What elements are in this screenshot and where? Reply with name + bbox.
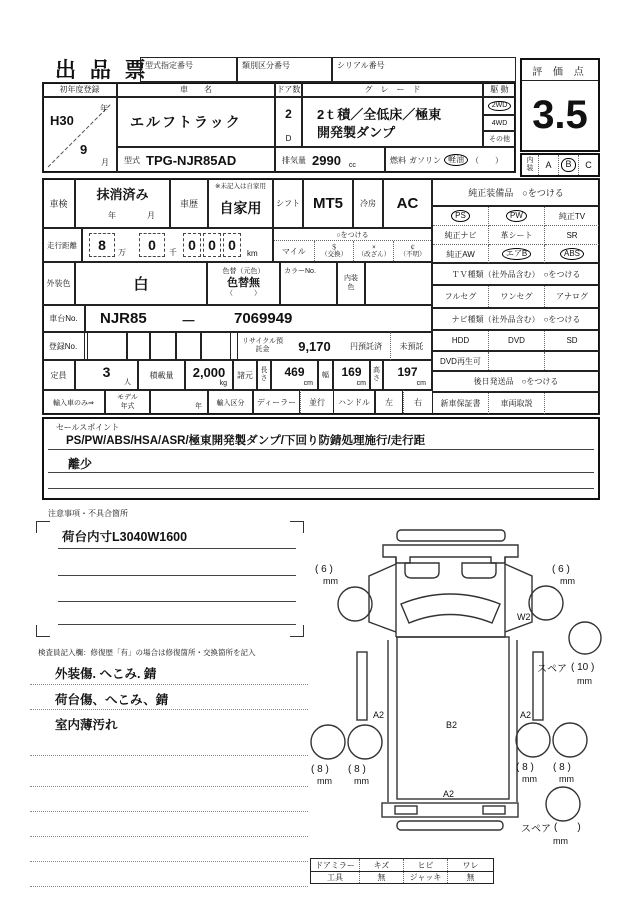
equip-abs bbox=[545, 245, 599, 263]
mileage-sen-digit: 0 bbox=[139, 233, 165, 257]
genuine-equipment-grid bbox=[432, 206, 600, 263]
recycle-deposit-value: 9,170 bbox=[298, 338, 331, 354]
mileage-options-row bbox=[274, 241, 431, 261]
sales-rule-2 bbox=[48, 472, 594, 473]
equip-pw bbox=[489, 207, 545, 226]
load-unit: kg bbox=[219, 380, 227, 387]
front-panel bbox=[383, 545, 518, 563]
interior-grade-b bbox=[559, 155, 579, 175]
length-cell bbox=[271, 360, 318, 390]
import-dealer: ディーラー bbox=[253, 390, 300, 415]
tv-fullseg: フルセグ bbox=[433, 286, 489, 307]
front-left-tire bbox=[338, 587, 372, 621]
exterior-color-label: 外装色 bbox=[42, 262, 75, 305]
height-label: 高さ bbox=[373, 366, 380, 382]
navi-sd: SD bbox=[566, 336, 578, 345]
inspector-entry-3: 室内薄汚れ bbox=[55, 718, 118, 732]
front-right-mm: mm bbox=[560, 576, 575, 586]
mileage-digit-2: 0 bbox=[203, 233, 221, 257]
front-bumper bbox=[397, 530, 505, 541]
doors-cell bbox=[275, 97, 302, 147]
width-unit: cm bbox=[356, 380, 366, 387]
rear-left-inner-tire bbox=[348, 725, 382, 759]
interior-color-label: 内装色 bbox=[344, 275, 358, 291]
equip-pw-mark: PW bbox=[506, 210, 527, 222]
mileage-digit-3: 0 bbox=[223, 233, 241, 257]
spare-tire-top bbox=[569, 622, 601, 654]
drive-4wd: 4WD bbox=[483, 115, 516, 131]
equipment-row-3 bbox=[433, 245, 599, 263]
mirror-break: ワレ bbox=[447, 859, 493, 871]
rear-right-outer-tread: ( 8 ) bbox=[553, 762, 571, 773]
spare-top-tread: ( 10 ) bbox=[571, 662, 595, 673]
inspector-rule-3 bbox=[30, 755, 308, 756]
mileage-man-unit: 万 bbox=[118, 248, 126, 257]
capacity-cell bbox=[75, 360, 138, 390]
interior-label bbox=[522, 155, 539, 175]
tv-type-row bbox=[432, 285, 600, 308]
inspector-rule-4 bbox=[30, 786, 308, 787]
exterior-color-value: 白 bbox=[75, 262, 207, 305]
length-unit: cm bbox=[303, 380, 313, 387]
chassis-number-label: 車台No. bbox=[42, 305, 85, 332]
mileage-man-digit: 8 bbox=[89, 233, 115, 257]
mileage-label: 走行距離 bbox=[42, 228, 82, 262]
sheet-title: 出 品 票 bbox=[55, 59, 150, 82]
inspector-label: 検査員記入欄：修復歴「有」の場合は修復箇所・交換箇所を記入 bbox=[38, 648, 256, 657]
mileage-digit-1: 0 bbox=[183, 233, 201, 257]
load-cell bbox=[185, 360, 233, 390]
left-guard-bar bbox=[357, 652, 367, 720]
capacity-value: 3 bbox=[102, 364, 111, 380]
equip-ps-mark: PS bbox=[451, 210, 470, 222]
fuel-diesel-mark: 軽油 bbox=[444, 154, 468, 166]
model-year-label: モデル年式 bbox=[117, 394, 138, 410]
recycle-unpaid-label: 未預託 bbox=[390, 332, 432, 360]
chassis-number-cell bbox=[85, 305, 432, 332]
registration-box-1 bbox=[87, 332, 127, 360]
displacement-label: 排気量 bbox=[282, 155, 306, 165]
model-code-label: 型式 bbox=[124, 155, 140, 165]
sales-rule-1 bbox=[48, 449, 594, 450]
equip-airbag bbox=[489, 245, 545, 263]
unknown-symbol: ￠ bbox=[409, 243, 416, 251]
dvd-playable-row bbox=[432, 351, 600, 371]
displacement-unit: cc bbox=[348, 162, 356, 169]
shift-value: MT5 bbox=[303, 178, 353, 228]
interior-label-text: 内装 bbox=[526, 156, 534, 172]
tv-type-header: ＴＶ種類（社外品含む） ○をつける bbox=[432, 263, 600, 285]
width-value: 169 bbox=[341, 365, 362, 379]
model-year-label-cell bbox=[105, 390, 150, 415]
score-box bbox=[520, 58, 600, 152]
spare-top-mm: mm bbox=[577, 676, 592, 686]
mileage-unit: km bbox=[247, 249, 258, 258]
mileage-digits-cell bbox=[82, 228, 273, 262]
tool-label: 工具 bbox=[327, 873, 343, 882]
history-label: 車歴 bbox=[170, 178, 208, 228]
color-change-cell bbox=[207, 262, 280, 305]
equip-sr: SR bbox=[545, 226, 599, 245]
later-empty bbox=[545, 393, 599, 414]
later-shipment-header: 後日発送品 ○をつける bbox=[432, 371, 600, 392]
fuel-paren: （ ） bbox=[471, 155, 503, 165]
chassis-dash: － bbox=[181, 313, 197, 330]
height-unit: cm bbox=[416, 380, 426, 387]
a2-right-mark: A2 bbox=[520, 710, 532, 720]
color-change-label: 色替（元色） bbox=[222, 267, 265, 275]
grade-line1: 2ｔ積／全低床／極東 bbox=[317, 107, 442, 122]
grade-cell bbox=[302, 97, 483, 147]
genuine-equipment-header: 純正装備品 ○をつける bbox=[432, 178, 600, 206]
history-cell bbox=[208, 178, 273, 228]
notes-rule-2 bbox=[58, 575, 296, 576]
displacement-value: 2990 bbox=[312, 152, 341, 168]
load-value: 2,000 bbox=[192, 364, 226, 380]
interior-grade-c: C bbox=[585, 160, 592, 170]
fuel-cell bbox=[385, 147, 516, 173]
score-value: 3.5 bbox=[532, 92, 588, 137]
inspector-rule-2 bbox=[30, 709, 308, 710]
spare-tire-bottom bbox=[546, 787, 580, 821]
front-left-mm: mm bbox=[323, 576, 338, 586]
doors-d: D bbox=[285, 133, 292, 143]
spare-top-label: スペア bbox=[537, 664, 567, 675]
door-mirror-label: ドアミラー bbox=[315, 860, 355, 870]
registration-box-2 bbox=[127, 332, 150, 360]
inspector-entry-2: 荷台傷、へこみ、錆 bbox=[55, 693, 169, 707]
spare-bottom-tread: ( ) bbox=[554, 822, 581, 833]
inspector-rule-1 bbox=[30, 684, 308, 685]
bracket-top-right bbox=[290, 521, 304, 533]
inspector-rule-7 bbox=[30, 861, 308, 862]
interior-color-cell bbox=[337, 262, 365, 305]
cargo-bed bbox=[397, 637, 509, 799]
sales-rule-3 bbox=[48, 488, 594, 489]
sales-points-label: セールスポイント bbox=[56, 423, 120, 432]
equip-aw: 純正AW bbox=[433, 245, 489, 263]
dvd-empty-2 bbox=[545, 352, 599, 370]
handle-right: 右 bbox=[403, 390, 432, 415]
right-seat bbox=[462, 563, 496, 578]
registration-number-label: 登録No. bbox=[42, 332, 85, 360]
chassis-prefix: NJR85 bbox=[100, 310, 147, 327]
color-number-cell bbox=[280, 262, 337, 305]
registration-box-5 bbox=[201, 332, 231, 360]
model-year-cell bbox=[150, 390, 208, 415]
inspector-rule-5 bbox=[30, 811, 308, 812]
drive-label: 駆 動 bbox=[483, 82, 516, 97]
tv-oneseg: ワンセグ bbox=[489, 286, 545, 307]
equipment-row-1 bbox=[433, 207, 599, 226]
height-label-cell bbox=[370, 360, 383, 390]
b2-mark: B2 bbox=[446, 720, 458, 730]
drive-2wd-mark: 2WD bbox=[488, 101, 512, 112]
serial-number-cell: シリアル番号 bbox=[332, 57, 516, 82]
color-change-paren: （ ） bbox=[226, 290, 261, 298]
mileage-mark-note: ○をつける bbox=[274, 229, 431, 241]
mileage-mile: マイル bbox=[281, 246, 306, 256]
history-note: ※未記入は自家用 bbox=[215, 183, 266, 190]
aircon-value: AC bbox=[383, 178, 432, 228]
sales-points-box bbox=[42, 417, 600, 500]
equip-airbag-mark: エアB bbox=[502, 248, 531, 260]
mileage-mark-cell bbox=[273, 228, 432, 262]
doors-count: 2 bbox=[285, 107, 292, 121]
notes-label: 注意事項・不具合箇所 bbox=[48, 509, 128, 518]
load-label: 積載量 bbox=[138, 360, 185, 390]
shift-label: シフト bbox=[273, 178, 303, 228]
inspector-rule-6 bbox=[30, 836, 308, 837]
interior-grade-b-mark: B bbox=[561, 158, 575, 171]
first-registration-month: 9 bbox=[80, 142, 88, 157]
rear-left-inner-tread: ( 8 ) bbox=[348, 764, 366, 775]
mirror-crack: ヒビ bbox=[403, 859, 447, 871]
capacity-label: 定員 bbox=[42, 360, 75, 390]
capacity-unit: 人 bbox=[124, 379, 131, 386]
tailgate bbox=[382, 803, 518, 817]
spare-bottom-mm: mm bbox=[553, 836, 568, 846]
truck-top-view-diagram bbox=[305, 520, 640, 865]
navi-dvd: DVD bbox=[489, 331, 545, 350]
navi-hdd: HDD bbox=[433, 331, 489, 350]
length-label: 長さ bbox=[260, 366, 268, 382]
bracket-top-left bbox=[36, 521, 50, 533]
equip-navi: 純正ナビ bbox=[433, 226, 489, 245]
navi-type-row bbox=[432, 330, 600, 351]
later-warranty: 新車保証書 bbox=[433, 393, 489, 414]
aircon-label: 冷房 bbox=[353, 178, 383, 228]
notes-rule-4 bbox=[58, 624, 296, 625]
spare-bottom-label: スペア bbox=[521, 824, 551, 835]
rear-right-outer-tire bbox=[553, 723, 587, 757]
unknown-text: （不明） bbox=[399, 251, 426, 258]
fuel-label: 燃料 bbox=[390, 155, 406, 165]
inspector-entry-1: 外装傷. へこみ. 錆 bbox=[55, 667, 157, 681]
front-left-tread-label: ( 6 ) bbox=[315, 564, 333, 575]
front-right-tire bbox=[529, 586, 563, 620]
swap-symbol: ＄ bbox=[330, 243, 338, 251]
width-cell bbox=[333, 360, 370, 390]
mileage-sen-unit: 千 bbox=[169, 248, 177, 257]
height-value: 197 bbox=[397, 365, 418, 379]
tampered-text: （改ざん） bbox=[357, 251, 391, 258]
mileage-tampered-option bbox=[353, 241, 393, 261]
rear-left-outer-mm: mm bbox=[317, 776, 332, 786]
color-number-label: カラーNo. bbox=[284, 268, 316, 275]
rear-left-outer-tire bbox=[311, 725, 345, 759]
dvd-playable: DVD再生可 bbox=[433, 352, 489, 370]
drive-other: その他 bbox=[483, 131, 516, 147]
navi-type-header: ナビ種類（社外品含む） ○をつける bbox=[432, 308, 600, 330]
interior-grade-row bbox=[520, 153, 600, 177]
front-right-tread-label: ( 6 ) bbox=[552, 564, 570, 575]
left-fender bbox=[369, 564, 396, 632]
model-year-unit: 年 bbox=[195, 403, 202, 410]
import-class-label: 輸入区分 bbox=[208, 390, 253, 415]
bracket-bottom-right bbox=[290, 625, 304, 637]
handle-label: ハンドル bbox=[333, 390, 375, 415]
jack-label: ジャッキ bbox=[403, 872, 447, 883]
a2-left-mark: A2 bbox=[373, 710, 385, 720]
rear-left-inner-mm: mm bbox=[354, 776, 369, 786]
history-value: 自家用 bbox=[219, 200, 262, 216]
model-code-cell bbox=[117, 147, 275, 173]
recycle-paid-label: 円預託済 bbox=[350, 341, 382, 351]
mirror-tool-table bbox=[310, 858, 494, 884]
equip-abs-mark: ABS bbox=[560, 248, 584, 260]
later-manual: 車両取説 bbox=[489, 393, 545, 414]
color-change-value: 色替無 bbox=[227, 276, 260, 289]
model-code-value: TPG-NJR85AD bbox=[146, 152, 237, 168]
jack-none: 無 bbox=[447, 872, 493, 883]
interior-grade-a: A bbox=[539, 155, 559, 175]
sales-points-line2: 離少 bbox=[68, 457, 93, 471]
first-registration-year: H30 bbox=[50, 113, 74, 128]
car-name-label: 車 名 bbox=[117, 82, 275, 97]
bracket-bottom-left bbox=[36, 625, 50, 637]
equip-tv: 純正TV bbox=[545, 207, 599, 226]
w2-mark: W2 bbox=[517, 612, 531, 622]
equipment-row-2 bbox=[433, 226, 599, 245]
rear-left-outer-tread: ( 8 ) bbox=[311, 764, 329, 775]
shaken-month-unit: 月 bbox=[147, 211, 155, 220]
tool-row bbox=[311, 872, 493, 883]
registration-box-4 bbox=[176, 332, 201, 360]
width-label: 幅 bbox=[318, 360, 333, 390]
chassis-serial: 7069949 bbox=[234, 310, 293, 327]
swap-text: （交換） bbox=[321, 251, 348, 258]
tampered-symbol: × bbox=[371, 243, 376, 251]
import-parallel: 並行 bbox=[300, 390, 333, 415]
interior-color-value-cell bbox=[365, 262, 432, 305]
rear-right-outer-mm: mm bbox=[559, 774, 574, 784]
registration-box-3 bbox=[150, 332, 176, 360]
shaken-label: 車検 bbox=[42, 178, 75, 228]
left-seat bbox=[405, 563, 439, 578]
shaken-year-unit: 年 bbox=[108, 211, 116, 220]
first-registration-year-unit: 年 bbox=[100, 104, 108, 113]
grade-label: グ レ ー ド bbox=[302, 82, 483, 97]
a2-bottom-mark: A2 bbox=[443, 789, 455, 799]
sales-points-line1: PS/PW/ABS/HSA/ASR/極東開発製ダンプ/下回り防錆処理施行/走行距 bbox=[66, 435, 426, 447]
import-only-label: 輸入車のみ⇒ bbox=[42, 390, 105, 415]
rear-right-inner-mm: mm bbox=[522, 774, 537, 784]
drive-2wd bbox=[483, 97, 516, 115]
mileage-swap-option bbox=[314, 241, 354, 261]
equip-ps bbox=[433, 207, 489, 226]
rear-right-inner-tread: ( 8 ) bbox=[516, 762, 534, 773]
score-label: 評 価 点 bbox=[522, 60, 598, 81]
displacement-cell bbox=[275, 147, 385, 173]
tool-none: 無 bbox=[359, 872, 403, 883]
equip-leather: 革シート bbox=[489, 226, 545, 245]
inspector-rule-8 bbox=[30, 886, 308, 887]
rear-bumper bbox=[397, 821, 503, 830]
shaken-status: 抹消済み bbox=[96, 186, 149, 202]
length-value: 469 bbox=[284, 365, 305, 379]
recycle-deposit-label: リサイクル預託金 bbox=[241, 337, 284, 353]
class-number-cell: 類別区分番号 bbox=[237, 57, 332, 82]
handle-left: 左 bbox=[375, 390, 403, 415]
shaken-cell bbox=[75, 178, 170, 228]
first-registration-cell bbox=[42, 97, 117, 173]
first-registration-month-unit: 月 bbox=[101, 158, 109, 167]
first-registration-label: 初年度登録 bbox=[42, 82, 117, 97]
mirror-scratch: キズ bbox=[359, 859, 403, 871]
dvd-empty-1 bbox=[489, 352, 545, 370]
windshield bbox=[401, 594, 500, 623]
model-designation-number-cell: 型式指定番号 bbox=[140, 57, 237, 82]
notes-rule-3 bbox=[58, 601, 296, 602]
dimensions-label: 諸元 bbox=[233, 360, 257, 390]
notes-line1: 荷台内寸L3040W1600 bbox=[62, 530, 188, 544]
recycle-deposit-label-cell bbox=[237, 332, 287, 360]
later-shipment-row bbox=[432, 392, 600, 415]
rear-right-inner-tire bbox=[516, 723, 550, 757]
car-name-value: エルフトラック bbox=[117, 97, 275, 147]
length-label-cell bbox=[257, 360, 271, 390]
doors-label: ドア数 bbox=[275, 82, 302, 97]
fuel-gasoline: ガソリン bbox=[409, 155, 441, 165]
tv-analog: アナログ bbox=[556, 292, 588, 301]
grade-line2: 開発製ダンプ bbox=[317, 125, 396, 141]
mileage-unknown-option bbox=[393, 241, 431, 261]
mirror-row bbox=[311, 859, 493, 872]
height-cell bbox=[383, 360, 432, 390]
right-guard-bar bbox=[533, 652, 543, 720]
notes-rule-1 bbox=[58, 548, 296, 549]
